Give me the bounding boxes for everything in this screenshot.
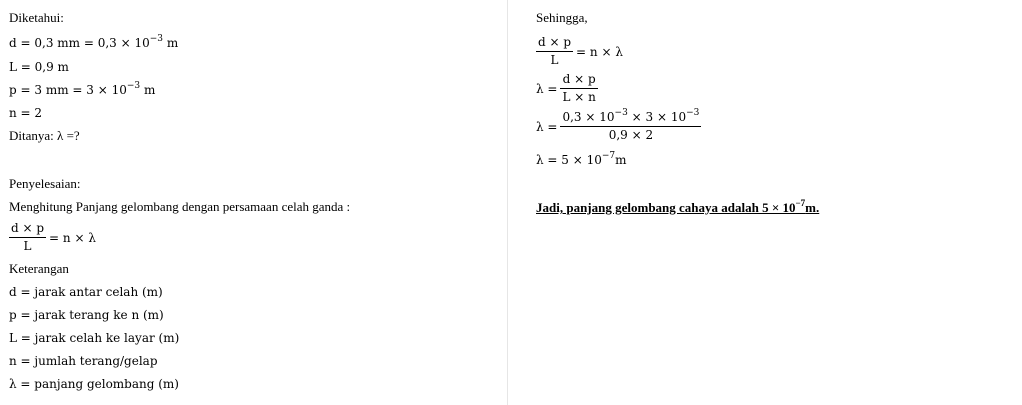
legend-item-n: n = jumlah terang/gelap bbox=[9, 354, 158, 368]
method-text: Menghitung Panjang gelombang dengan persamaan celah ganda : bbox=[9, 199, 351, 214]
legend-item-L: L = jarak celah ke layar (m) bbox=[9, 331, 180, 345]
asked-line: Ditanya: λ =? bbox=[9, 128, 80, 143]
step2-numerator: d × p bbox=[560, 72, 597, 89]
step3-num-part-b: × 3 × 10 bbox=[627, 110, 687, 124]
step4-line bbox=[536, 152, 627, 168]
step2-lhs: λ = bbox=[536, 81, 558, 96]
given-d-unit: m bbox=[163, 36, 179, 50]
formula-numerator: d × p bbox=[9, 221, 46, 238]
step3-num-part-a: 0,3 × 10 bbox=[562, 110, 615, 124]
known-heading: Diketahui: bbox=[9, 10, 64, 25]
given-p-exponent: −3 bbox=[126, 81, 141, 91]
step2-fraction bbox=[560, 72, 597, 105]
conclusion-main: Jadi, panjang gelombang cahaya adalah 5 × 10 bbox=[536, 200, 796, 215]
formula-rhs: = n × λ bbox=[49, 230, 96, 245]
given-p bbox=[9, 82, 155, 98]
conclusion-unit: m. bbox=[805, 200, 820, 215]
step3-num-exponent-1: −3 bbox=[614, 108, 628, 118]
step1-numerator: d × p bbox=[536, 35, 573, 52]
step4-exponent: −7 bbox=[601, 151, 616, 161]
step1-rhs: = n × λ bbox=[576, 44, 623, 59]
step1-fraction bbox=[536, 35, 573, 68]
conclusion-exponent: −7 bbox=[795, 197, 806, 208]
given-p-unit: m bbox=[140, 83, 156, 97]
given-L: L = 0,9 m bbox=[9, 60, 69, 74]
legend-item-lambda: λ = panjang gelombang (m) bbox=[9, 377, 179, 391]
given-d-text: d = 0,3 mm = 0,3 × 10 bbox=[9, 36, 150, 50]
step3-lhs: λ = bbox=[536, 119, 558, 134]
legend-heading: Keterangan bbox=[9, 261, 69, 276]
step4-text: λ = 5 × 10 bbox=[536, 153, 602, 167]
conclusion-text bbox=[536, 197, 820, 216]
right-heading: Sehingga, bbox=[536, 10, 588, 25]
step3-fraction bbox=[560, 110, 701, 143]
step3-line bbox=[536, 110, 704, 143]
solution-heading: Penyelesaian: bbox=[9, 176, 81, 191]
formula-fraction bbox=[9, 221, 46, 254]
column-divider bbox=[507, 0, 508, 405]
step3-denominator: 0,9 × 2 bbox=[608, 128, 654, 142]
given-p-text: p = 3 mm = 3 × 10 bbox=[9, 83, 127, 97]
legend-item-d: d = jarak antar celah (m) bbox=[9, 285, 163, 299]
step2-denominator: L × n bbox=[562, 90, 596, 104]
step1-denominator: L bbox=[550, 53, 559, 67]
step4-unit: m bbox=[615, 153, 627, 167]
step3-numerator bbox=[560, 110, 701, 127]
formula-denominator: L bbox=[23, 239, 32, 253]
step2-line bbox=[536, 72, 601, 105]
given-d bbox=[9, 35, 178, 51]
given-n: n = 2 bbox=[9, 106, 43, 120]
step3-num-exponent-2: −3 bbox=[686, 108, 700, 118]
legend-item-p: p = jarak terang ke n (m) bbox=[9, 308, 164, 322]
step1-line bbox=[536, 35, 623, 68]
given-d-exponent: −3 bbox=[149, 34, 164, 44]
formula-line bbox=[9, 221, 96, 254]
